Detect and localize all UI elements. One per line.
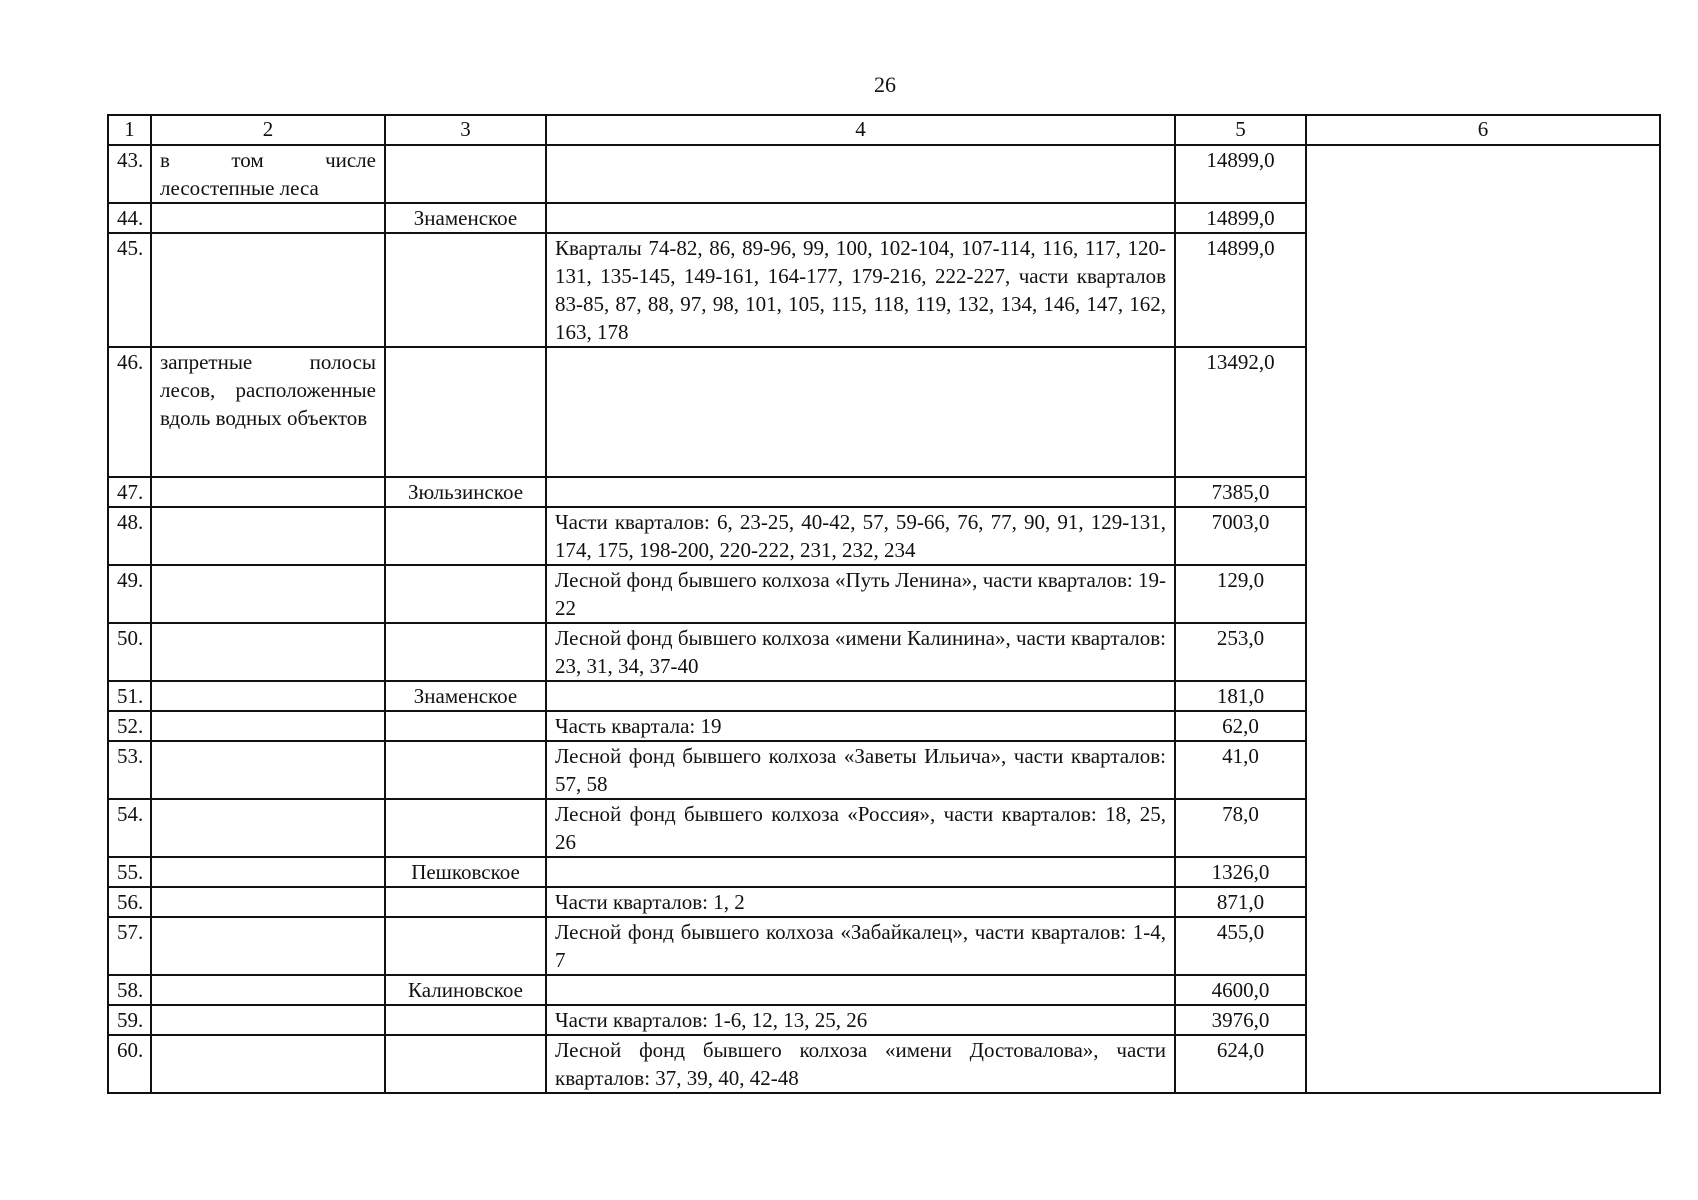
row-category — [151, 857, 385, 887]
row-category — [151, 623, 385, 681]
row-number: 50. — [108, 623, 151, 681]
row-number: 52. — [108, 711, 151, 741]
row-area: 13492,0 — [1175, 347, 1306, 477]
row-area: 7385,0 — [1175, 477, 1306, 507]
row-category — [151, 711, 385, 741]
row-district — [385, 623, 546, 681]
row-area: 181,0 — [1175, 681, 1306, 711]
row-number: 51. — [108, 681, 151, 711]
header-col-4: 4 — [546, 115, 1175, 145]
row-number: 43. — [108, 145, 151, 203]
row-number: 53. — [108, 741, 151, 799]
row-district — [385, 887, 546, 917]
row-district — [385, 917, 546, 975]
row-number: 58. — [108, 975, 151, 1005]
row-district: Зюльзинское — [385, 477, 546, 507]
header-col-3: 3 — [385, 115, 546, 145]
row-category — [151, 681, 385, 711]
row-area: 14899,0 — [1175, 233, 1306, 347]
row-number: 59. — [108, 1005, 151, 1035]
page-number: 26 — [874, 72, 896, 97]
row-district: Пешковское — [385, 857, 546, 887]
row-area: 624,0 — [1175, 1035, 1306, 1093]
row-category — [151, 741, 385, 799]
row-number: 48. — [108, 507, 151, 565]
row-description — [546, 681, 1175, 711]
row-description — [546, 975, 1175, 1005]
table-row — [108, 145, 1660, 203]
row-description: Лесной фонд бывшего колхоза «имени Достовалова», части кварталов: 37, 39, 40, 42-48 — [546, 1035, 1175, 1093]
row-description — [546, 857, 1175, 887]
row-category — [151, 507, 385, 565]
row-area: 129,0 — [1175, 565, 1306, 623]
row-area: 14899,0 — [1175, 203, 1306, 233]
row-district: Знаменское — [385, 681, 546, 711]
row-district — [385, 1005, 546, 1035]
row-description — [546, 203, 1175, 233]
row-area: 4600,0 — [1175, 975, 1306, 1005]
row-area: 41,0 — [1175, 741, 1306, 799]
row-district — [385, 1035, 546, 1093]
row-category — [151, 887, 385, 917]
row-category — [151, 203, 385, 233]
row-area: 62,0 — [1175, 711, 1306, 741]
row-district — [385, 565, 546, 623]
row-description: Лесной фонд бывшего колхоза «Заветы Ильича», части кварталов: 57, 58 — [546, 741, 1175, 799]
row-district — [385, 741, 546, 799]
row-description — [546, 347, 1175, 477]
header-col-1: 1 — [108, 115, 151, 145]
row-number: 57. — [108, 917, 151, 975]
row-district — [385, 145, 546, 203]
row-area: 3976,0 — [1175, 1005, 1306, 1035]
row-category — [151, 1005, 385, 1035]
row-district — [385, 233, 546, 347]
row-description: Части кварталов: 1, 2 — [546, 887, 1175, 917]
row-area: 14899,0 — [1175, 145, 1306, 203]
column-6-cell — [1306, 145, 1660, 1093]
header-col-6: 6 — [1306, 115, 1660, 145]
row-number: 44. — [108, 203, 151, 233]
row-description: Лесной фонд бывшего колхоза «Россия», части кварталов: 18, 25, 26 — [546, 799, 1175, 857]
row-district: Знаменское — [385, 203, 546, 233]
row-description: Части кварталов: 1-6, 12, 13, 25, 26 — [546, 1005, 1175, 1035]
header-col-2: 2 — [151, 115, 385, 145]
row-category: в том числе лесостепные леса — [151, 145, 385, 203]
row-category — [151, 233, 385, 347]
row-description: Лесной фонд бывшего колхоза «Путь Ленина», части кварталов: 19-22 — [546, 565, 1175, 623]
row-district — [385, 711, 546, 741]
row-area: 7003,0 — [1175, 507, 1306, 565]
row-number: 55. — [108, 857, 151, 887]
row-category — [151, 565, 385, 623]
row-description — [546, 477, 1175, 507]
row-district — [385, 507, 546, 565]
header-col-5: 5 — [1175, 115, 1306, 145]
row-category — [151, 799, 385, 857]
forest-table — [107, 114, 1661, 1094]
row-area: 253,0 — [1175, 623, 1306, 681]
row-number: 56. — [108, 887, 151, 917]
row-category — [151, 477, 385, 507]
row-district — [385, 347, 546, 477]
row-description: Лесной фонд бывшего колхоза «имени Калинина», части кварталов: 23, 31, 34, 37-40 — [546, 623, 1175, 681]
row-category — [151, 975, 385, 1005]
table-body — [108, 145, 1660, 1093]
row-description: Части кварталов: 6, 23-25, 40-42, 57, 59-66, 76, 77, 90, 91, 129-131, 174, 175, 198-200, 220-222, 231, 232, 234 — [546, 507, 1175, 565]
row-number: 60. — [108, 1035, 151, 1093]
row-category — [151, 917, 385, 975]
row-number: 49. — [108, 565, 151, 623]
header-row — [108, 115, 1660, 145]
row-description: Часть квартала: 19 — [546, 711, 1175, 741]
row-district: Калиновское — [385, 975, 546, 1005]
row-area: 1326,0 — [1175, 857, 1306, 887]
row-area: 871,0 — [1175, 887, 1306, 917]
row-number: 45. — [108, 233, 151, 347]
row-number: 46. — [108, 347, 151, 477]
row-area: 78,0 — [1175, 799, 1306, 857]
row-description: Лесной фонд бывшего колхоза «Забайкалец», части кварталов: 1-4, 7 — [546, 917, 1175, 975]
row-category — [151, 1035, 385, 1093]
row-area: 455,0 — [1175, 917, 1306, 975]
row-category: запретные полосы лесов, расположенные вдоль водных объектов — [151, 347, 385, 477]
row-district — [385, 799, 546, 857]
row-description: Кварталы 74-82, 86, 89-96, 99, 100, 102-104, 107-114, 116, 117, 120-131, 135-145, 149-161, 164-177, 179-216, 222-227, части кварталов 83-85, 87, 88, 97, 98, 101, 105, 115, 118, 119, 132, 134, 146, 147, 162, 163, 178 — [546, 233, 1175, 347]
row-description — [546, 145, 1175, 203]
row-number: 54. — [108, 799, 151, 857]
row-number: 47. — [108, 477, 151, 507]
